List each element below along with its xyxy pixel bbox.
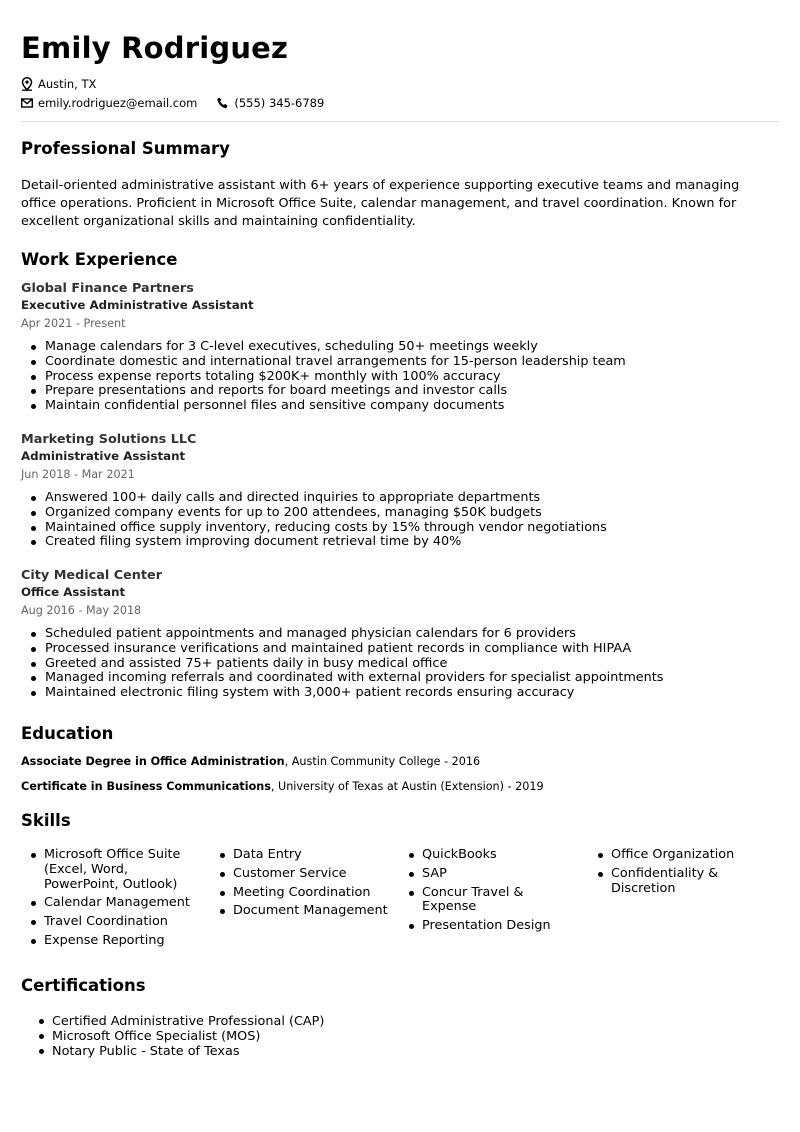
skill-item: Document Management xyxy=(210,904,399,919)
skill-item: Meeting Coordination xyxy=(210,886,399,901)
job-bullet: Scheduled patient appointments and managed physician calendars for 6 providers xyxy=(21,627,781,642)
section-title-experience: Work Experience xyxy=(21,250,178,269)
skills-column xyxy=(399,848,588,953)
summary-text: Detail-oriented administrative assistant with 6+ years of experience supporting executive teams and managing office operations. Proficient in Microsoft Office Suite, calendar management, and travel coordination. Known for excellent organizational skills and maintaining confidentiality. xyxy=(21,178,740,230)
job-bullet: Maintained office supply inventory, reducing costs by 15% through vendor negotiations xyxy=(21,521,781,536)
skills-column xyxy=(588,848,777,953)
job-entry xyxy=(21,567,781,701)
certification-item: Microsoft Office Specialist (MOS) xyxy=(21,1029,324,1044)
company-name: Global Finance Partners xyxy=(21,281,194,296)
job-bullets xyxy=(21,627,781,701)
skill-item: Calendar Management xyxy=(21,896,210,911)
skill-item: Office Organization xyxy=(588,848,777,863)
skills-column xyxy=(210,848,399,953)
job-bullet: Created filing system improving document retrieval time by 40% xyxy=(21,535,781,550)
skill-item: Presentation Design xyxy=(399,919,588,934)
phone-text[interactable]: (555) 345-6789 xyxy=(234,96,325,110)
education-entry xyxy=(21,754,480,770)
skill-item: Customer Service xyxy=(210,867,399,882)
job-bullet: Maintained electronic filing system with 3,000+ patient records ensuring accuracy xyxy=(21,686,781,701)
section-title-summary: Professional Summary xyxy=(21,139,230,158)
candidate-name: Emily Rodriguez xyxy=(21,31,289,65)
degree-detail: , University of Texas at Austin (Extension) - 2019 xyxy=(270,780,544,793)
skill-item: QuickBooks xyxy=(399,848,588,863)
contact-row xyxy=(21,95,324,111)
skill-item: Travel Coordination xyxy=(21,915,210,930)
job-bullet: Processed insurance verifications and maintained patient records in compliance with HIPAA xyxy=(21,642,781,657)
job-dates: Apr 2021 - Present xyxy=(21,317,126,330)
certifications-list xyxy=(21,1014,324,1059)
location-row xyxy=(21,76,96,92)
job-title: Administrative Assistant xyxy=(21,449,186,463)
section-title-skills: Skills xyxy=(21,811,71,830)
job-bullet: Managed incoming referrals and coordinated with external providers for specialist appointments xyxy=(21,671,781,686)
company-name: Marketing Solutions LLC xyxy=(21,432,197,447)
job-bullet: Process expense reports totaling $200K+ monthly with 100% accuracy xyxy=(21,370,781,385)
section-title-certifications: Certifications xyxy=(21,976,146,995)
job-bullets xyxy=(21,340,781,414)
email-link[interactable]: emily.rodriguez@email.com xyxy=(38,96,198,110)
degree-name: Certificate in Business Communications xyxy=(21,780,271,793)
skills-column xyxy=(21,848,210,953)
degree-detail: , Austin Community College - 2016 xyxy=(284,755,481,768)
certification-item: Notary Public - State of Texas xyxy=(21,1044,324,1059)
job-bullet: Greeted and assisted 75+ patients daily in busy medical office xyxy=(21,657,781,672)
certification-item: Certified Administrative Professional (CAP) xyxy=(21,1014,324,1029)
phone-icon xyxy=(217,96,229,110)
section-title-education: Education xyxy=(21,724,114,743)
job-title: Executive Administrative Assistant xyxy=(21,298,254,312)
skill-item: Expense Reporting xyxy=(21,934,210,949)
skill-item: SAP xyxy=(399,867,588,882)
job-entry xyxy=(21,280,781,414)
skill-item: Microsoft Office Suite (Excel, Word, PowerPoint, Outlook) xyxy=(21,848,210,892)
location-text: Austin, TX xyxy=(38,77,97,91)
degree-name: Associate Degree in Office Administration xyxy=(21,755,285,768)
job-bullet: Answered 100+ daily calls and directed inquiries to appropriate departments xyxy=(21,491,781,506)
job-bullet: Coordinate domestic and international travel arrangements for 15-person leadership team xyxy=(21,355,781,370)
skill-item: Confidentiality & Discretion xyxy=(588,867,777,897)
job-entry xyxy=(21,431,781,550)
skills-grid xyxy=(21,848,781,953)
job-title: Office Assistant xyxy=(21,585,126,599)
header-divider xyxy=(21,121,779,122)
job-bullet: Manage calendars for 3 C-level executives, scheduling 50+ meetings weekly xyxy=(21,340,781,355)
job-bullet: Maintain confidential personnel files and sensitive company documents xyxy=(21,399,781,414)
company-name: City Medical Center xyxy=(21,568,163,583)
job-bullet: Organized company events for up to 200 attendees, managing $50K budgets xyxy=(21,506,781,521)
skill-item: Concur Travel & Expense xyxy=(399,886,588,916)
job-dates: Jun 2018 - Mar 2021 xyxy=(21,468,135,481)
job-dates: Aug 2016 - May 2018 xyxy=(21,604,142,617)
job-bullets xyxy=(21,491,781,550)
envelope-icon xyxy=(21,96,33,110)
job-bullet: Prepare presentations and reports for board meetings and investor calls xyxy=(21,384,781,399)
skill-item: Data Entry xyxy=(210,848,399,863)
map-pin-icon xyxy=(21,77,33,91)
education-entry xyxy=(21,779,544,795)
